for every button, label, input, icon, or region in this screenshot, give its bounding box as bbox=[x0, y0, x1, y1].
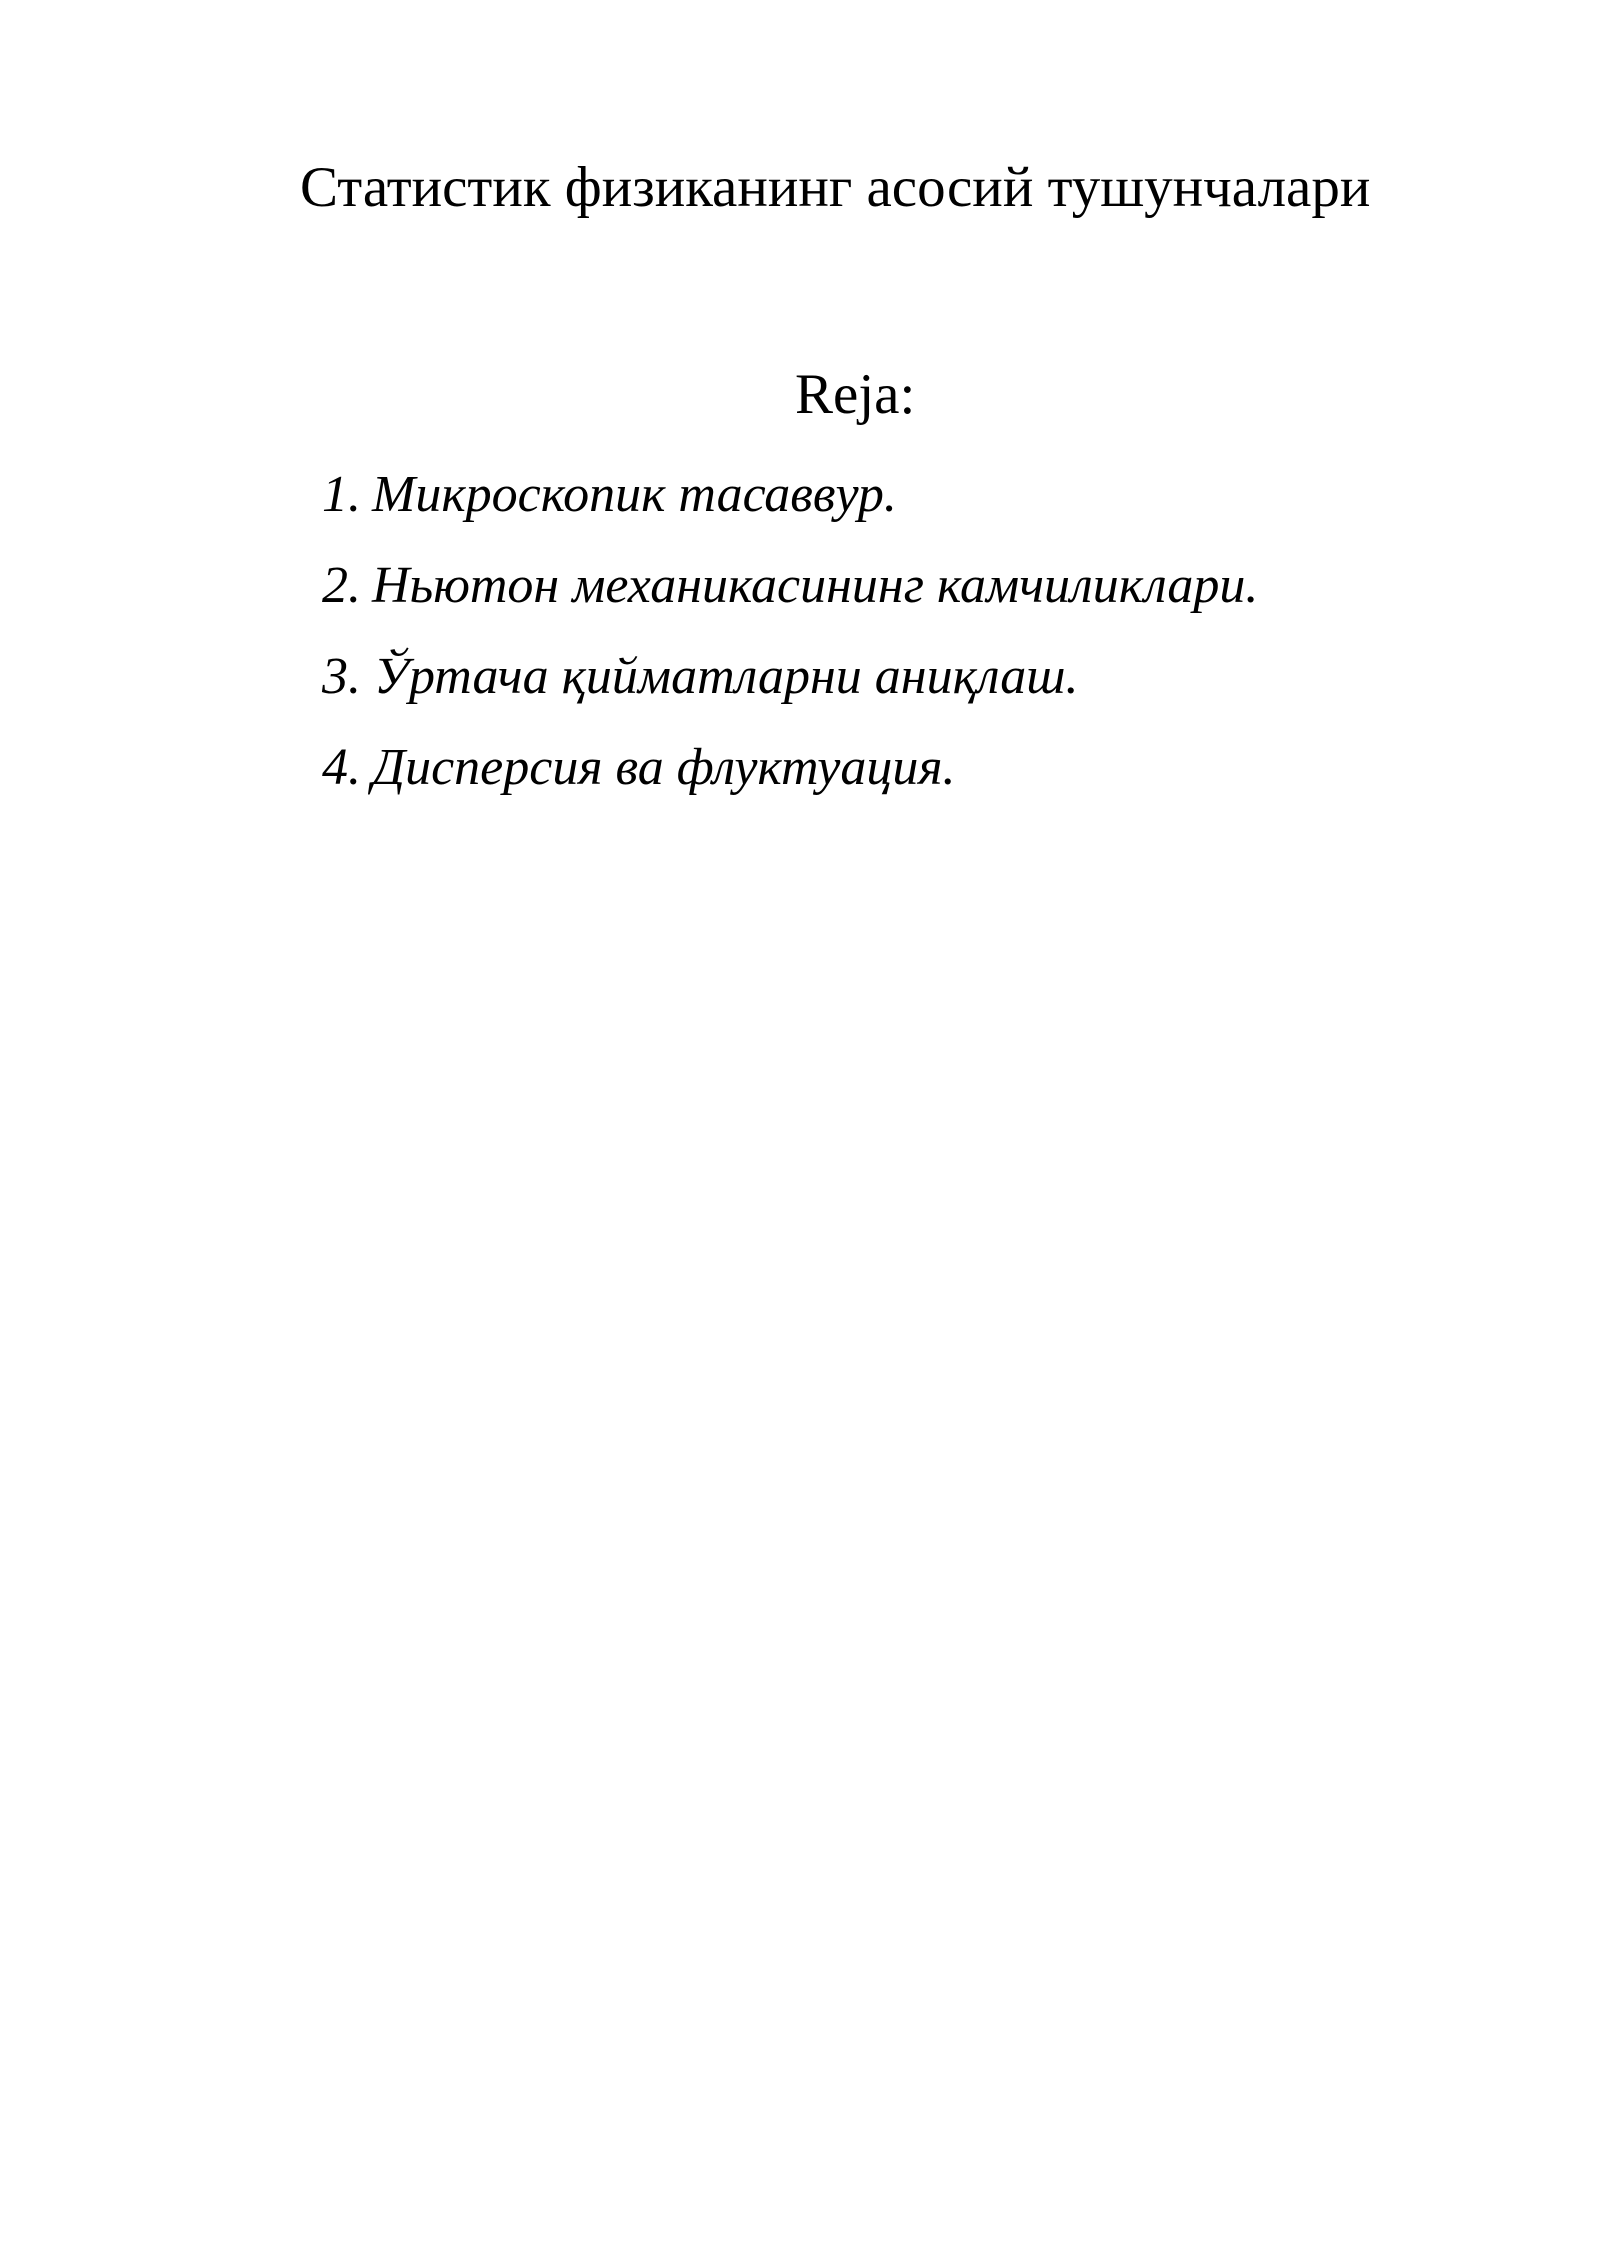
plan-item-4 bbox=[322, 733, 1258, 824]
plan-item-3 bbox=[322, 642, 1258, 733]
plan-item-2 bbox=[322, 551, 1258, 642]
plan-item-number: 1. bbox=[322, 466, 361, 523]
plan-item-1 bbox=[322, 460, 1258, 551]
plan-list bbox=[322, 460, 1258, 824]
plan-item-number: 2. bbox=[322, 557, 361, 614]
plan-item-text: Микроскопик тасаввур. bbox=[372, 466, 897, 523]
plan-item-text: Ўртача қийматларни аниқлаш. bbox=[374, 648, 1079, 705]
page-title: Статистик физиканинг асосий тушунчалари bbox=[300, 156, 1371, 219]
plan-item-number: 3. bbox=[322, 648, 361, 705]
plan-item-text: Дисперсия ва флуктуация. bbox=[372, 739, 956, 796]
plan-item-number: 4. bbox=[322, 739, 361, 796]
plan-item-text: Ньютон механикасининг камчиликлари. bbox=[372, 557, 1259, 614]
plan-heading: Reja: bbox=[795, 363, 916, 426]
